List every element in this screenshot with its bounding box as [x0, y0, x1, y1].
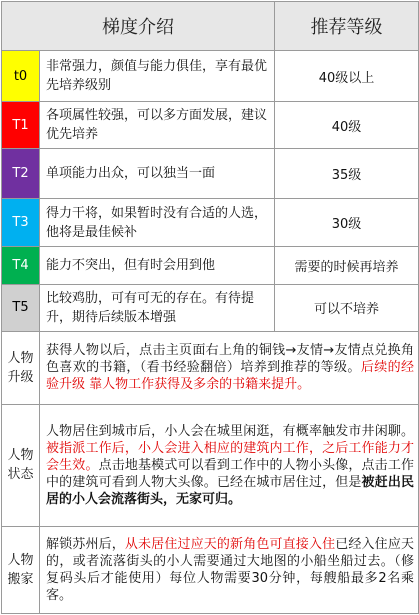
tier-row-t5 — [2, 285, 419, 331]
tier-row-t3 — [2, 198, 419, 246]
text-normal: 已经入住应天的，或者流落街头的小人需要通过大地图的小船坐船过去。（修复码头后才能使用）每位人物需要30分钟，每艘船最多2名乘客。 — [46, 536, 414, 603]
section-text — [40, 404, 419, 526]
header-tier-intro: 梯度介绍 — [2, 2, 275, 51]
text-highlight-red: 后续的经验升级 靠人物工作获得及多余的书籍来提升。 — [46, 360, 414, 393]
tier-level: 40级以上 — [275, 51, 419, 102]
section-move — [2, 526, 419, 613]
section-label — [2, 526, 40, 613]
text-normal: 点击地基模式可以看到工作中的人物小头像，点击工作中的建筑可看到人物大头像。已经在城市居住过，但是 — [46, 457, 414, 490]
tier-tag: T1 — [2, 102, 40, 148]
tier-tag: T5 — [2, 285, 40, 331]
section-label — [2, 404, 40, 526]
section-label-line: 人物 — [7, 552, 34, 568]
tier-description: 单项能力出众，可以独当一面 — [40, 148, 275, 198]
tier-tag: T3 — [2, 198, 40, 246]
section-label-line: 人物 — [7, 448, 34, 464]
text-highlight-red: 被指派工作后，小人会进入相应的建筑内工作，之后工作能力才会生效。 — [46, 440, 414, 473]
tier-description: 比较鸡肋，可有可无的存在。有待提升，期待后续版本增强 — [40, 285, 275, 331]
section-label — [2, 331, 40, 404]
header-recommended-level: 推荐等级 — [275, 2, 419, 51]
section-upgrade — [2, 331, 419, 404]
section-text — [40, 331, 419, 404]
section-label-line: 升级 — [7, 369, 34, 385]
section-status — [2, 404, 419, 526]
tier-level: 35级 — [275, 148, 419, 198]
text-normal: 解锁苏州后， — [46, 536, 125, 552]
tier-description: 得力干将，如果暂时没有合适的人选，他将是最佳候补 — [40, 198, 275, 246]
tier-row-t1 — [2, 102, 419, 148]
section-text — [40, 526, 419, 613]
section-label-line: 搬家 — [7, 571, 34, 587]
tier-tag: T4 — [2, 247, 40, 285]
tier-tag: T2 — [2, 148, 40, 198]
tier-description: 能力不突出，但有时会用到他 — [40, 247, 275, 285]
tier-level: 30级 — [275, 198, 419, 246]
tier-description: 非常强力，颜值与能力俱佳，享有最优先培养级别 — [40, 51, 275, 102]
tier-level: 可以不培养 — [275, 285, 419, 331]
tier-row-t2 — [2, 148, 419, 198]
tier-table — [1, 1, 419, 614]
table-header-row — [2, 2, 419, 51]
tier-level: 40级 — [275, 102, 419, 148]
text-normal: 人物居住到城市后，小人会在城里闲逛，有概率触发市井闲聊。 — [46, 423, 414, 439]
text-highlight-red: 从未居住过应天的新角色可直接入住 — [124, 536, 336, 552]
tier-tag: t0 — [2, 51, 40, 102]
tier-row-t0 — [2, 51, 419, 102]
text-normal: 获得人物以后，点击主页面右上角的铜钱→友情→友情点兑换角色喜欢的书籍，（看书经验翻倍）培养到推荐的等级。 — [46, 343, 414, 376]
section-label-line: 状态 — [7, 467, 34, 483]
tier-row-t4 — [2, 247, 419, 285]
section-label-line: 人物 — [7, 350, 34, 366]
tier-description: 各项属性较强，可以多方面发展，建议优先培养 — [40, 102, 275, 148]
text-highlight-bold: 被赶出民居的小人会流落街头，无家可归。 — [46, 474, 414, 507]
tier-level: 需要的时候再培养 — [275, 247, 419, 285]
